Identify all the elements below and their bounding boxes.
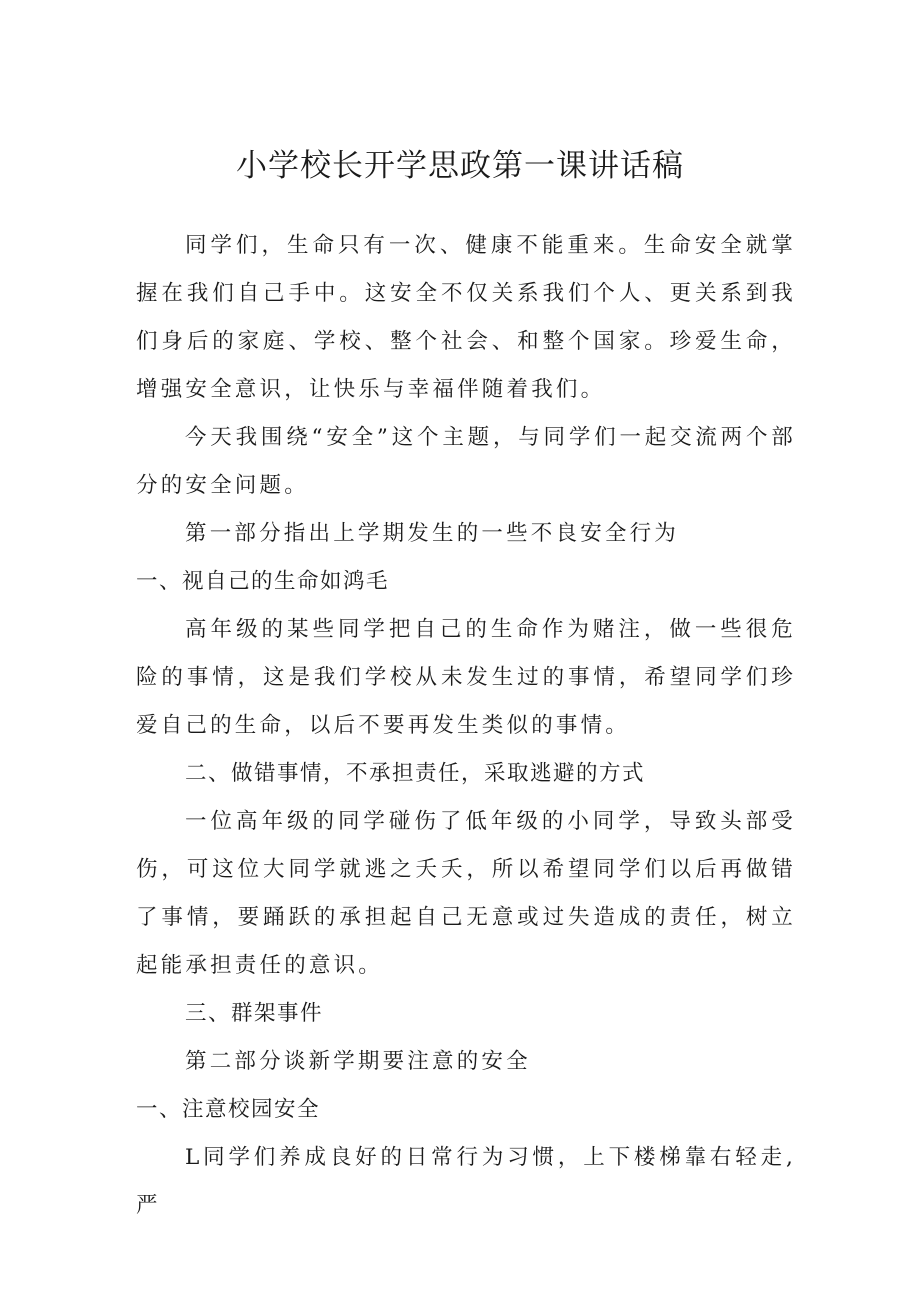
subheading-4: 一、注意校园安全 [136,1097,321,1122]
section-heading-part-one: 第一部分指出上学期发生的一些不良安全行为 [185,521,680,546]
section-heading-part-two: 第二部分谈新学期要注意的安全 [185,1049,531,1074]
subheading-3: 三、群架事件 [185,1001,324,1026]
paragraph-2: 一位高年级的同学碰伤了低年级的小同学，导致头部受伤，可这位大同学就逃之夭夭，所以希望同学们以后再做错了事情，要踊跃的承担起自己无意或过失造成的责任，树立起能承担责任的意识。 [136,809,796,978]
document-body [136,222,796,1230]
subheading-2: 二、做错事情，不承担责任，采取逃避的方式 [185,761,646,786]
subheading-1: 一、视自己的生命如鸿毛 [136,569,390,594]
paragraph-intro: 同学们，生命只有一次、健康不能重来。生命安全就掌握在我们自己手中。这安全不仅关系我们个人、更关系到我们身后的家庭、学校、整个社会、和整个国家。珍爱生命，增强安全意识，让快乐与幸福伴随着我们。 [136,233,796,402]
paragraph-1: 高年级的某些同学把自己的生命作为赌注，做一些很危险的事情，这是我们学校从未发生过的事情，希望同学们珍爱自己的生命，以后不要再发生类似的事情。 [136,617,796,738]
paragraph-3: L同学们养成良好的日常行为习惯，上下楼梯靠右轻走,严 [136,1145,796,1218]
document-title: 小学校长开学思政第一课讲话稿 [236,148,684,184]
paragraph-theme: 今天我围绕“安全”这个主题，与同学们一起交流两个部分的安全问题。 [136,425,796,498]
